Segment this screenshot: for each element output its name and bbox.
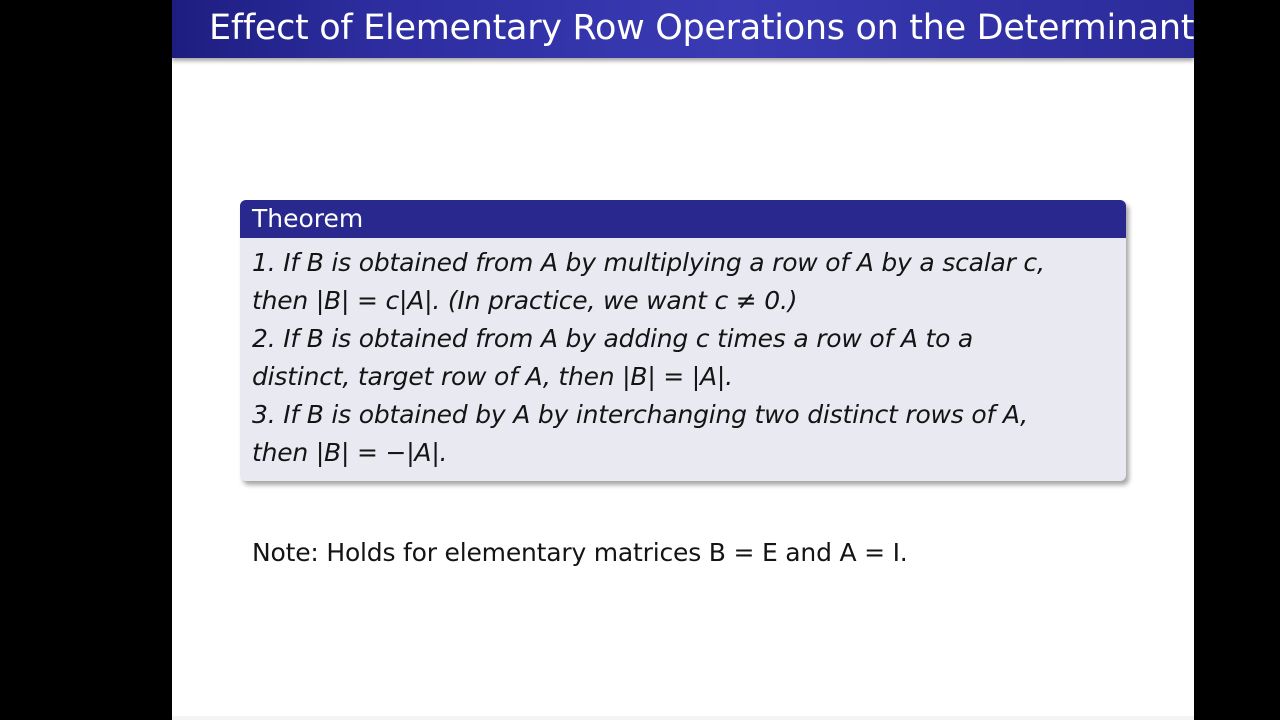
slide-title: Effect of Elementary Row Operations on the Determinant xyxy=(209,8,1194,48)
theorem-body xyxy=(252,244,1118,472)
theorem-line-4: distinct, target row of A, then |B| = |A|. xyxy=(252,362,733,391)
note-text: Note: Holds for elementary matrices B = E and A = I. xyxy=(252,538,908,567)
theorem-heading: Theorem xyxy=(252,204,364,233)
title-bar xyxy=(172,0,1194,58)
theorem-line-5: 3. If B is obtained by A by interchanging two distinct rows of A, xyxy=(252,400,1028,429)
slide-bottom-edge xyxy=(172,716,1194,720)
theorem-line-6: then |B| = −|A|. xyxy=(252,438,448,467)
theorem-block xyxy=(240,200,1126,481)
theorem-header xyxy=(240,200,1126,238)
theorem-line-1: 1. If B is obtained from A by multiplying a row of A by a scalar c, xyxy=(252,248,1045,277)
slide xyxy=(172,0,1194,720)
theorem-line-3: 2. If B is obtained from A by adding c times a row of A to a xyxy=(252,324,974,353)
theorem-line-2: then |B| = c|A|. (In practice, we want c ≠ 0.) xyxy=(252,286,798,315)
